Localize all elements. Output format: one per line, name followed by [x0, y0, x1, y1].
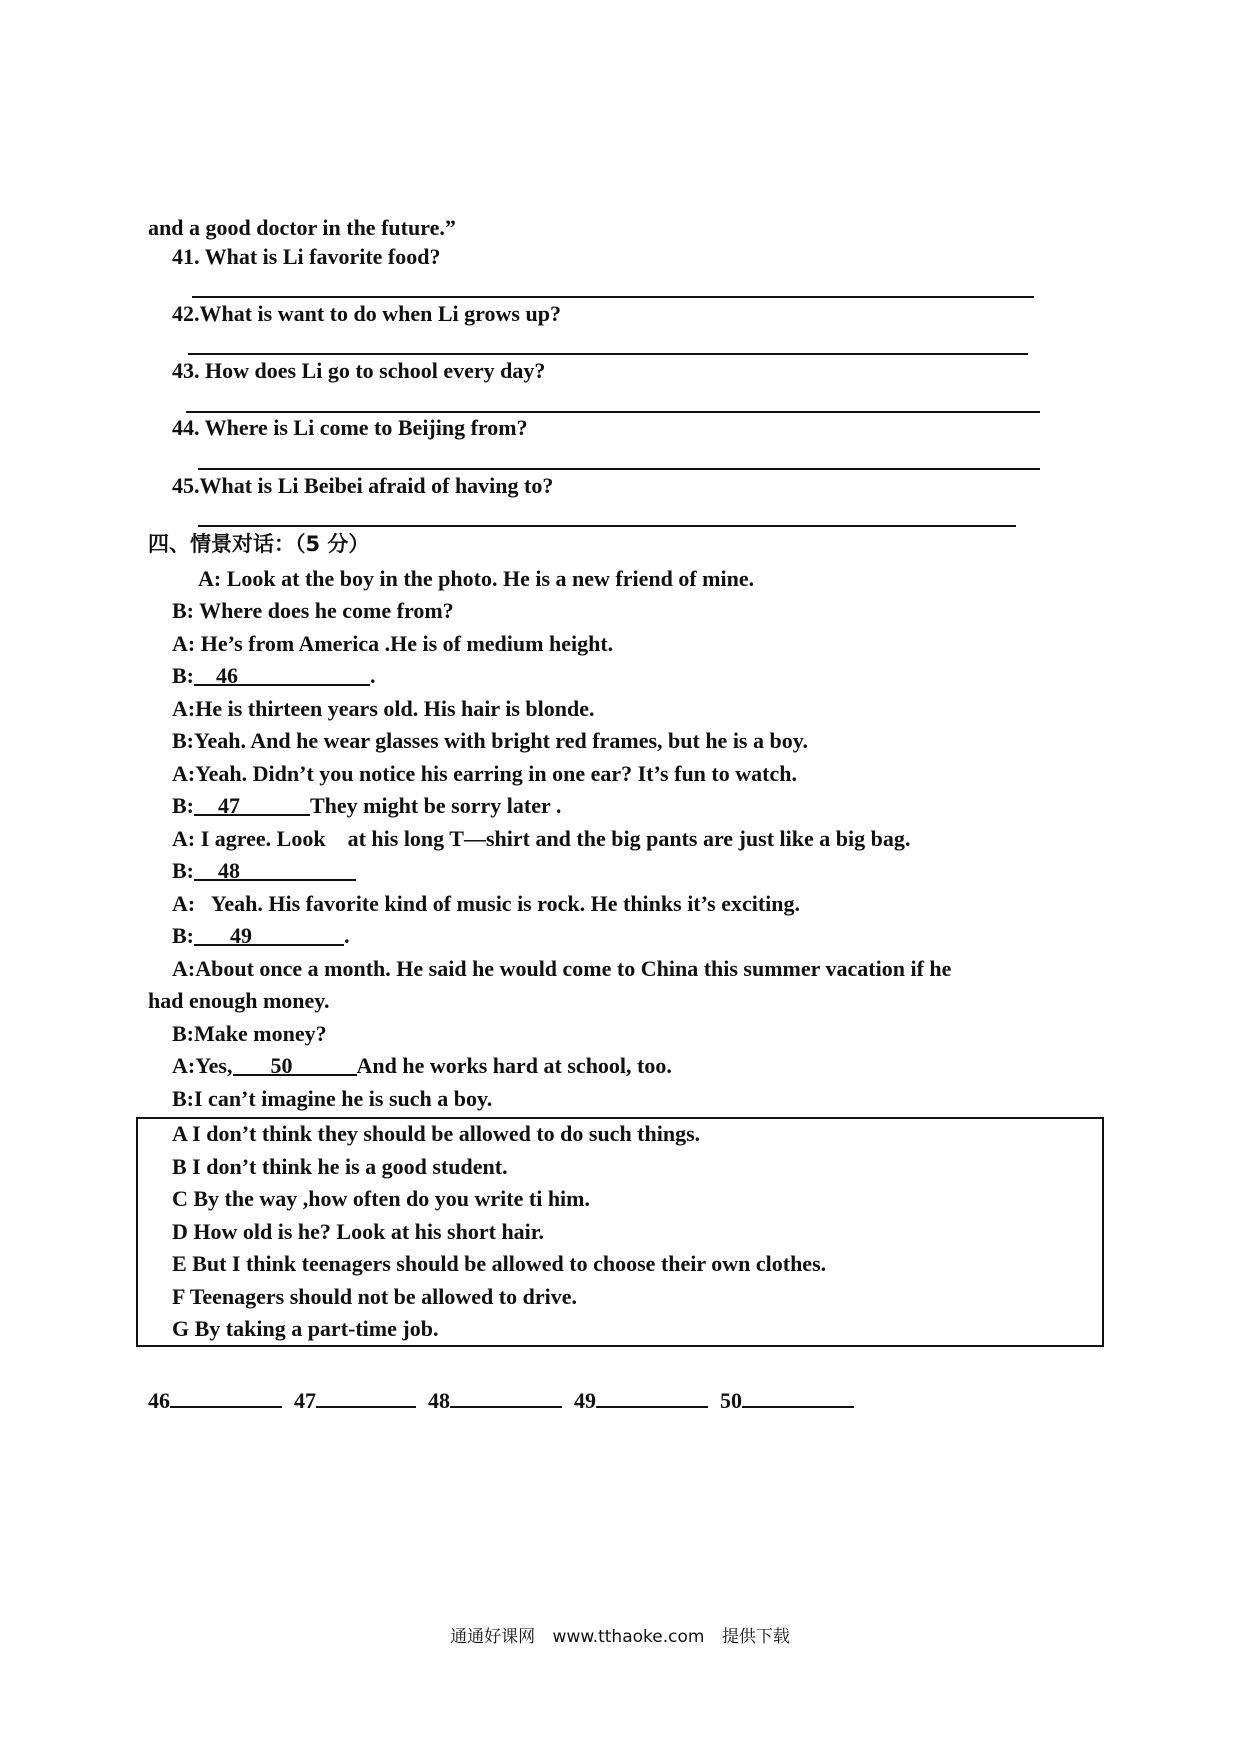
option-g: G By taking a part-time job. — [172, 1316, 439, 1341]
answer-line-43[interactable] — [186, 411, 1040, 413]
speaker-label: B: — [172, 923, 194, 948]
passage-continuation: and a good doctor in the future.” — [148, 215, 456, 240]
blank-47[interactable] — [194, 792, 310, 816]
option-d: D How old is he? Look at his short hair. — [172, 1219, 545, 1244]
dialogue-text: They might be sorry later . — [310, 793, 562, 818]
speaker-label: B: — [172, 858, 194, 883]
answer-row — [148, 1384, 854, 1415]
blank-number: 50 — [270, 1053, 293, 1078]
answer-blank-49[interactable] — [596, 1384, 708, 1408]
question-44: 44. Where is Li come to Beijing from? — [172, 415, 528, 440]
answer-line-42[interactable] — [188, 353, 1028, 355]
blank-number: 46 — [216, 663, 238, 688]
dialogue-text: And he works hard at school, too. — [356, 1053, 672, 1078]
dialogue-line: A:About once a month. He said he would come to China this summer vacation if he — [172, 956, 952, 981]
dialogue-line: B:I can’t imagine he is such a boy. — [172, 1086, 493, 1111]
answer-label-49: 49 — [574, 1388, 596, 1413]
answer-label-46: 46 — [148, 1388, 170, 1413]
speaker-label: B: — [172, 793, 194, 818]
dialogue-line: A: I agree. Look at his long T—shirt and the big pants are just like a big bag. — [172, 826, 911, 851]
question-43: 43. How does Li go to school every day? — [172, 358, 546, 383]
dialogue-blank-49 — [172, 922, 350, 950]
dialogue-line: A: Yeah. His favorite kind of music is rock. He thinks it’s exciting. — [172, 891, 801, 916]
option-c: C By the way ,how often do you write ti him. — [172, 1186, 590, 1211]
blank-49[interactable] — [194, 922, 344, 946]
blank-number: 47 — [218, 793, 240, 818]
dialogue-line: had enough money. — [148, 988, 330, 1013]
dialogue-blank-47 — [172, 792, 561, 820]
blank-48[interactable] — [194, 857, 356, 881]
answer-line-44[interactable] — [198, 468, 1040, 470]
answer-label-48: 48 — [428, 1388, 450, 1413]
sentence-end: . — [370, 663, 376, 688]
section-heading: 四、情景对话：（5 分） — [148, 532, 370, 556]
option-a: A I don’t think they should be allowed to do such things. — [172, 1121, 701, 1146]
dialogue-line: B: Where does he come from? — [172, 598, 454, 623]
footer-url[interactable]: www.tthaoke.com — [552, 1627, 705, 1647]
answer-label-47: 47 — [294, 1388, 316, 1413]
footer-site-name: 通通好课网 — [450, 1627, 536, 1647]
sentence-end: . — [344, 923, 350, 948]
answer-blank-47[interactable] — [316, 1384, 416, 1408]
dialogue-line: A:Yeah. Didn’t you notice his earring in one ear? It’s fun to watch. — [172, 761, 797, 786]
answer-blank-50[interactable] — [742, 1384, 854, 1408]
blank-50[interactable] — [233, 1052, 357, 1076]
option-f: F Teenagers should not be allowed to drive. — [172, 1284, 577, 1309]
dialogue-blank-50 — [172, 1052, 672, 1080]
answer-label-50: 50 — [720, 1388, 742, 1413]
dialogue-line: A:He is thirteen years old. His hair is blonde. — [172, 696, 595, 721]
footer-note: 提供下载 — [721, 1627, 790, 1647]
question-41: 41. What is Li favorite food? — [172, 244, 441, 269]
speaker-label: A:Yes, — [172, 1053, 233, 1078]
dialogue-line: A: He’s from America .He is of medium height. — [172, 631, 614, 656]
blank-number: 49 — [230, 923, 252, 948]
dialogue-blank-48 — [172, 857, 356, 885]
answer-line-41[interactable] — [192, 296, 1034, 298]
question-42: 42.What is want to do when Li grows up? — [172, 301, 561, 326]
blank-number: 48 — [218, 858, 240, 883]
dialogue-line: B:Yeah. And he wear glasses with bright red frames, but he is a boy. — [172, 728, 809, 753]
answer-blank-48[interactable] — [450, 1384, 562, 1408]
option-e: E But I think teenagers should be allowed to choose their own clothes. — [172, 1251, 827, 1276]
blank-46[interactable] — [194, 662, 370, 686]
answer-line-45[interactable] — [198, 525, 1016, 527]
option-b: B I don’t think he is a good student. — [172, 1154, 508, 1179]
dialogue-line: B:Make money? — [172, 1021, 327, 1046]
dialogue-blank-46 — [172, 662, 376, 690]
answer-blank-46[interactable] — [170, 1384, 282, 1408]
speaker-label: B: — [172, 663, 194, 688]
dialogue-line: A: Look at the boy in the photo. He is a new friend of mine. — [198, 566, 755, 591]
question-45: 45.What is Li Beibei afraid of having to? — [172, 473, 554, 498]
page-footer — [0, 1622, 1240, 1647]
